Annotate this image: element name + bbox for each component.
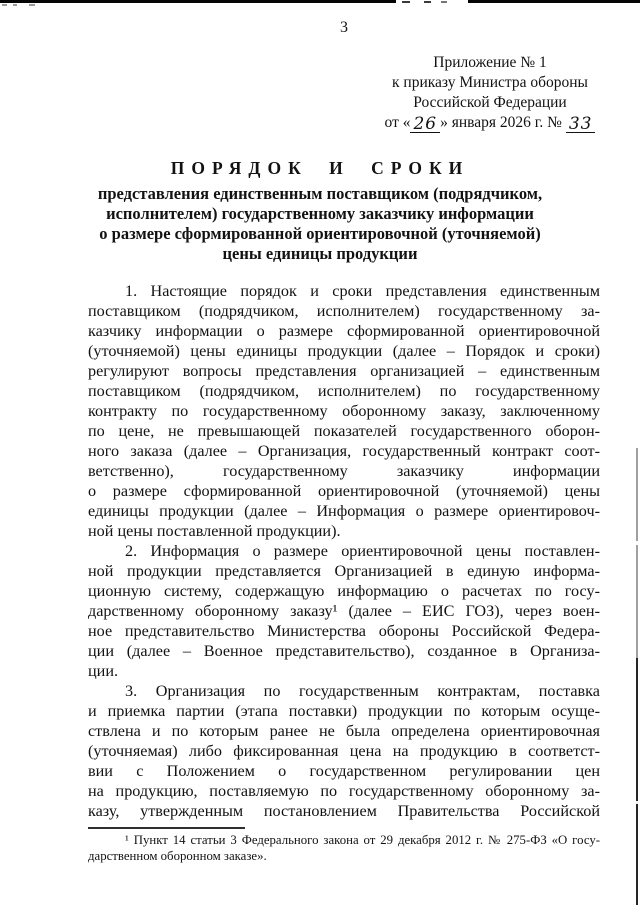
- document-body: [88, 281, 600, 821]
- paragraph-1: [88, 281, 600, 541]
- handwritten-order-number: 33: [566, 117, 596, 133]
- body-line: дарственному оборонному заказу¹ (далее – ЕИС ГОЗ), через воен-: [88, 602, 600, 620]
- paragraph-3: [88, 681, 600, 821]
- body-line: о размере сформированной ориентировочной (уточняемой) цены: [88, 482, 600, 500]
- subtitle-line: представления единственным поставщиком (подрядчиком,: [97, 184, 543, 203]
- body-line: казчику информации о размере сформированной ориентировочной: [88, 322, 600, 340]
- scan-artifact-right-line: [636, 658, 638, 905]
- scan-artifact-dash: [441, 1, 447, 3]
- body-line: 2. Информация о размере ориентировочной цены поставлен-: [125, 542, 600, 560]
- paragraph-2: [88, 541, 600, 681]
- body-line: единицы продукции (далее – Информация о размере ориентировоч-: [88, 502, 600, 520]
- scan-artifact-right-gap: [636, 801, 638, 804]
- body-line: ное представительство Министерства обороны Российской Федера-: [88, 622, 600, 640]
- body-line: ной продукции представляется Организацией в единую информа-: [88, 562, 600, 580]
- body-line: 1. Настоящие порядок и сроки представления единственным: [125, 282, 600, 300]
- handwritten-day: 26: [410, 117, 440, 133]
- date-prefix: от «: [384, 114, 411, 131]
- body-line: ¹ Пункт 14 статьи 3 Федерального закона от 29 декабря 2012 г. № 275-ФЗ «О госу-: [125, 833, 600, 847]
- document-title: ПОРЯДОК И СРОКИ: [170, 158, 470, 178]
- body-line: контракту по государственному оборонному заказу, заключенному: [88, 402, 600, 420]
- appendix-line: к приказу Министра обороны: [392, 74, 588, 91]
- body-line: поставщиком (подрядчиком, исполнителем) государственному за-: [88, 302, 600, 320]
- body-line: ветственно), государственному заказчику информации: [88, 462, 600, 480]
- body-line: и приемка партии (этапа поставки) продукции по которым осуще-: [88, 702, 600, 720]
- body-line: ного заказа (далее – Организация, государственный контракт соот-: [88, 442, 600, 460]
- body-line: поставщиком (подрядчиком, исполнителем) по государственному: [88, 382, 600, 400]
- footnote-separator: [88, 827, 245, 829]
- page-number: 3: [340, 19, 348, 36]
- body-line: ной цены поставленной продукции).: [88, 522, 341, 540]
- scan-artifact-right-line: [636, 448, 638, 658]
- document-subtitle: [64, 184, 576, 264]
- body-line: 3. Организация по государственным контрактам, поставка: [125, 682, 600, 700]
- body-line: (уточняемая) либо фиксированная цена на продукцию в соответст-: [88, 742, 600, 760]
- scan-artifact-right-gap: [636, 541, 638, 545]
- body-line: казу, утвержденным постановлением Правительства Российской: [88, 802, 600, 820]
- body-line: вии с Положением о государственном регулировании цен: [88, 762, 600, 780]
- scan-artifact-tick: [13, 4, 17, 6]
- appendix-date-line: [376, 113, 604, 133]
- scan-artifact-top-bar: [0, 0, 640, 3]
- body-line: ционную систему, содержащую информацию о расчетах по госу-: [88, 582, 600, 600]
- body-line: ции (далее – Военное представительство), созданное в Организа-: [88, 642, 600, 660]
- subtitle-line: цены единицы продукции: [222, 244, 418, 263]
- scan-artifact-tick: [2, 4, 7, 6]
- appendix-line: Приложение № 1: [433, 54, 547, 71]
- body-line: по цене, не превышающей показателей государственного оборон-: [88, 422, 600, 440]
- appendix-line: Российской Федерации: [413, 94, 567, 111]
- body-line: ствлена и по которым ранее не была определена ориентировочная: [88, 722, 600, 740]
- scan-artifact-dash: [424, 1, 431, 3]
- body-line: (уточняемой) цены единицы продукции (далее – Порядок и сроки): [88, 342, 600, 360]
- title-block: [64, 158, 576, 264]
- scan-artifact-tick: [29, 4, 35, 6]
- body-line: дарственном оборонном заказе».: [88, 849, 267, 863]
- appendix-lines: [376, 53, 604, 113]
- scan-artifact-dash: [402, 1, 410, 3]
- date-mid: » января 2026 г. №: [440, 114, 566, 131]
- body-line: ции.: [88, 662, 119, 680]
- paragraph-1: [88, 832, 600, 864]
- footnote: [88, 832, 600, 864]
- body-line: на продукцию, поставляемую по государственному оборонному за-: [88, 782, 600, 800]
- body-line: регулируют вопросы представления организацией – единственным: [88, 362, 600, 380]
- subtitle-line: исполнителем) государственному заказчику информации: [106, 204, 534, 223]
- subtitle-line: о размере сформированной ориентировочной (уточняемой): [99, 224, 541, 243]
- appendix-block: [376, 53, 604, 133]
